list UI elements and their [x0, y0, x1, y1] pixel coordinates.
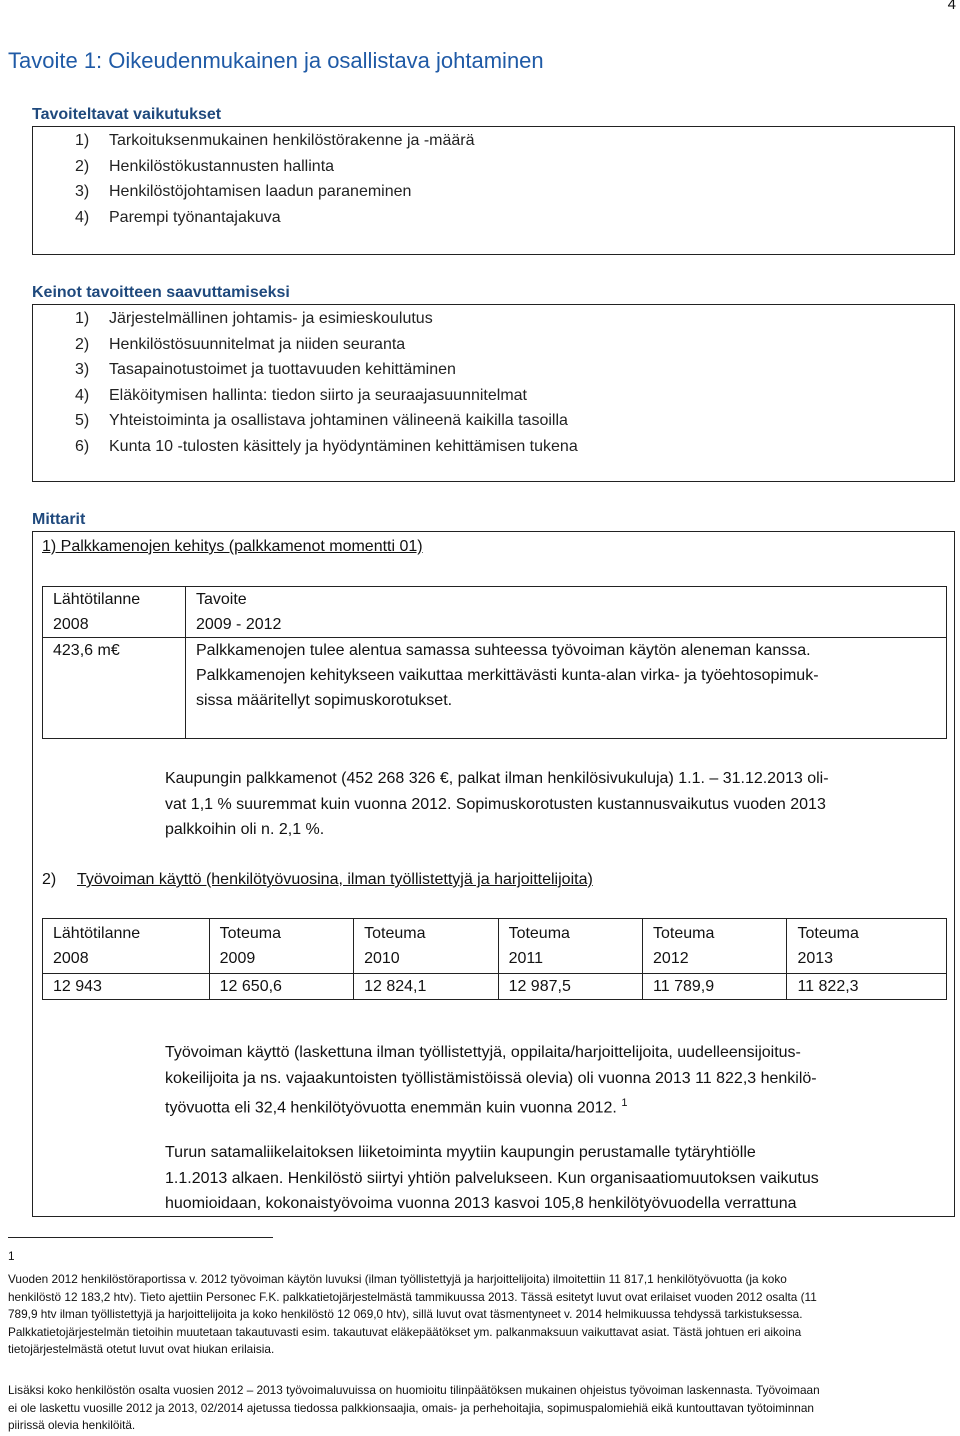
- means-item: [75, 434, 954, 460]
- effects-heading: Tavoiteltavat vaikutukset: [32, 106, 222, 123]
- page-number: 4: [947, 0, 956, 13]
- workforce-value-cell: 12 650,6: [209, 974, 353, 1000]
- effects-item-text: Henkilöstökustannusten hallinta: [109, 157, 335, 175]
- effects-box: [32, 126, 955, 255]
- means-item: [75, 383, 954, 409]
- means-item-text: Henkilöstösuunnitelmat ja niiden seuranta: [109, 335, 406, 353]
- means-item-text: Järjestelmällinen johtamis- ja esimieskoulutus: [109, 310, 433, 327]
- effects-item-text: Henkilöstöjohtamisen laadun paraneminen: [109, 183, 412, 200]
- salary-target-header: Tavoite 2009 - 2012: [186, 587, 947, 638]
- effects-item-number: 3): [75, 183, 90, 200]
- means-list: [75, 306, 954, 459]
- effects-item: [75, 154, 954, 180]
- workforce-header-cell: Toteuma 2013: [787, 919, 947, 974]
- means-heading: Keinot tavoitteen saavuttamiseksi: [32, 284, 290, 301]
- means-item-text: Tasapainotustoimet ja tuottavuuden kehittäminen: [109, 361, 456, 378]
- meters-heading: Mittarit: [32, 511, 86, 528]
- workforce-note-1: Työvoiman käyttö (laskettuna ilman työllistettyjä, oppilaita/harjoittelijoita, uudelleensijoitus- kokeilijoita ja ns. vajaakuntoisten työllistämistöissä olevia) oli vuonna 2013 11 822,3 henkilö- työvuotta eli 32,4 henkilötyövuotta enemmän kuin vuonna 2012. $^1$: [165, 1044, 817, 1117]
- workforce-header-cell: Toteuma 2012: [643, 919, 787, 974]
- workforce-header-cell: Lähtötilanne 2008: [43, 919, 210, 974]
- workforce-value-cell: 11 822,3: [787, 974, 947, 1000]
- footnote-line: Palkkatietojärjestelmän tietoihin muutetaan takautuvasti esim. takautuvat eläkepäätökset ym. palkanmaksuun vaikuttavat asiat. Tästä johtuen eri aikoina: [8, 1324, 802, 1339]
- means-item: [75, 357, 954, 383]
- means-item-number: 6): [75, 437, 90, 455]
- effects-item-text: Parempi työnantajakuva: [109, 208, 281, 226]
- meter2-title: 2) Työvoiman käyttö (henkilötyövuosina, ilman työllistettyjä ja harjoittelijoita): [42, 871, 593, 888]
- workforce-value-cell: 12 943: [43, 974, 210, 1000]
- effects-item-text: Tarkoituksenmukainen henkilöstörakenne ja -määrä: [109, 132, 475, 149]
- footnote-separator: [8, 1237, 273, 1238]
- effects-item: [75, 205, 954, 231]
- means-box: [32, 304, 955, 482]
- footnote-extra-line: piirissä olevia henkilöitä.: [8, 1418, 136, 1432]
- effects-item-number: 1): [75, 132, 90, 149]
- footnote-line: 789,9 htv ilman työllistettyjä ja harjoittelijoita ja koko henkilöstö 12 069,0 htv), sillä luvut ovat täsmentyneet v. 2014 helmikuussa tehdyssä tarkistuksessa.: [8, 1307, 803, 1321]
- workforce-table: [42, 918, 947, 1000]
- page-title: Tavoite 1: Oikeudenmukainen ja osallistava johtaminen: [8, 48, 544, 73]
- means-item-number: 2): [75, 335, 90, 353]
- footnote-text: [8, 1271, 817, 1359]
- means-item: [75, 332, 954, 358]
- salary-note: Kaupungin palkkamenot (452 268 326 €, palkat ilman henkilösivukuluja) 1.1. – 31.12.2013 oli- vat 1,1 % suuremmat kuin vuonna 2012. Sopimuskorotusten kustannusvaikutus vuoden 2013 palkkoihin oli n. 2,1 %.: [165, 770, 829, 838]
- workforce-value-cell: 12 987,5: [498, 974, 642, 1000]
- effects-item-number: 2): [75, 157, 90, 175]
- workforce-header-cell: Toteuma 2010: [354, 919, 498, 974]
- means-item-text: Eläköitymisen hallinta: tiedon siirto ja seuraajasuunnitelmat: [109, 386, 527, 404]
- workforce-value-cell: 12 824,1: [354, 974, 498, 1000]
- effects-item: [75, 128, 954, 154]
- salary-base-header: Lähtötilanne 2008: [43, 587, 186, 638]
- salary-target-text: Palkkamenojen tulee alentua samassa suhteessa työvoiman käytön aleneman kanssa. Palkkamenojen kehitykseen vaikuttaa merkittävästi kunta-alan virka- ja työehtosopimuk- sissa määritellyt sopimuskorotukset.: [186, 638, 947, 739]
- means-item-number: 5): [75, 412, 90, 429]
- salary-base-value: 423,6 m€: [43, 638, 186, 739]
- footnote-ref[interactable]: 1: [621, 1097, 628, 1109]
- salary-table: [42, 586, 947, 739]
- workforce-header-cell: Toteuma 2009: [209, 919, 353, 974]
- means-item-text: Kunta 10 -tulosten käsittely ja hyödyntäminen kehittämisen tukena: [109, 437, 578, 455]
- means-item: [75, 408, 954, 434]
- effects-item: [75, 179, 954, 205]
- footnote-line: tietojärjestelmästä otetut luvut ovat hiukan erilaisia.: [8, 1342, 275, 1356]
- means-item-text: Yhteistoiminta ja osallistava johtaminen välineenä kaikilla tasoilla: [109, 412, 568, 429]
- footnote-marker: 1: [8, 1249, 15, 1263]
- effects-item-number: 4): [75, 208, 90, 226]
- means-item: [75, 306, 954, 332]
- means-item-number: 4): [75, 386, 90, 404]
- workforce-header-cell: Toteuma 2011: [498, 919, 642, 974]
- means-item-number: 3): [75, 361, 90, 378]
- footnote-line: Vuoden 2012 henkilöstöraportissa v. 2012 työvoiman käytön luvuksi (ilman työllistettyjä ja harjoittelijoita) ilmoitettiin 11 817,1 henkilötyövuotta (ja koko: [8, 1272, 787, 1286]
- footnote-extra-line: Lisäksi koko henkilöstön osalta vuosien 2012 – 2013 työvoimaluvuissa on huomioitu tilinpäätöksen mukainen ohjeistus työvoiman laskennasta. Työvoimaan: [8, 1383, 820, 1397]
- meter1-title: 1) Palkkamenojen kehitys (palkkamenot momentti 01): [42, 538, 423, 555]
- footnote-extra-line: ei ole laskettu vuosille 2012 ja 2013, 02/2014 ajetussa tiedossa palkkionsaajia, omais- ja perhehoitajia, sopimuspalomiehiä eikä kuntouttavan työtoiminnan: [8, 1400, 814, 1415]
- means-item-number: 1): [75, 310, 90, 327]
- workforce-value-cell: 11 789,9: [643, 974, 787, 1000]
- footnote-extra-text: [8, 1382, 820, 1435]
- workforce-note-2: Turun satamaliikelaitoksen liiketoiminta myytiin kaupungin perustamalle tytäryhtiölle 1.1.2013 alkaen. Henkilöstö siirtyi yhtiön palvelukseen. Kun organisaatiomuutoksen vaikutus huomioidaan, kokonaistyövoima vuonna 2013 kasvoi 105,8 henkilötyövuodella verrattuna: [165, 1144, 819, 1212]
- effects-list: [75, 128, 954, 230]
- footnote-line: henkilöstö 12 183,2 htv). Tieto ajettiin Personec F.K. palkkatietojärjestelmästä tammikuussa 2013. Tässä esitetyt luvut ovat erilaiset vuoden 2012 osalta (11: [8, 1289, 817, 1304]
